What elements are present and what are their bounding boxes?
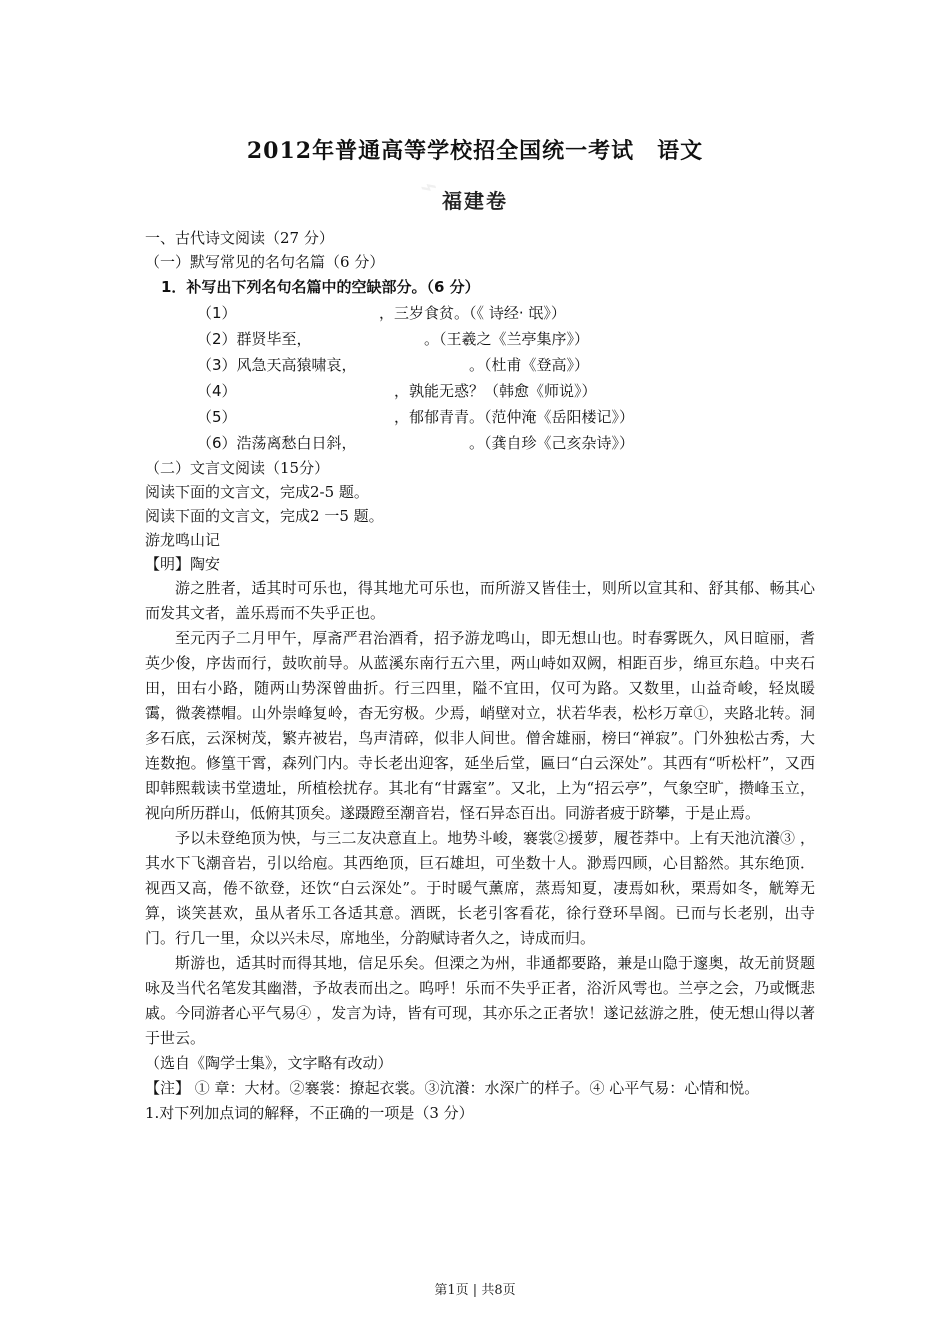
- fill-item: （4） ，孰能无惑？（韩愈《师说》）: [197, 382, 597, 400]
- passage-paragraph: 斯游也，适其时而得其地，信足乐矣。但溧之为州，非通都要路，兼是山隐于邃奥，故无前贤题咏及当代名笔发其幽潜，予故表而出之。呜呼！乐而不失乎正者，浴沂风雩也。兰亭之会，乃或慨悲戚。今同游者心平气易④ ，发言为诗，皆有可现，其亦乐之正者欤！遂记兹游之胜，使无想山得以著于世云。: [145, 954, 815, 1047]
- subsection-heading-2: （二）文言文阅读（15分）: [145, 459, 330, 477]
- passage-source: （选自《陶学士集》，文字略有改动）: [145, 1054, 393, 1072]
- fill-item: （2）群贤毕至， 。（王羲之《兰亭集序》）: [197, 330, 590, 348]
- fill-item: （1） ，三岁食贫。（《 诗经· 氓》）: [197, 304, 566, 322]
- page-footer: 第1页 | 共8页: [434, 1283, 516, 1298]
- instruction: 阅读下面的文言文，完成2 一5 题。: [145, 507, 384, 525]
- exam-body: [145, 226, 815, 1126]
- fill-item: （6）浩荡离愁白日斜， 。（龚自珍《己亥杂诗》）: [197, 434, 635, 452]
- passage-paragraph: 予以未登绝顶为怏，与三二友决意直上。地势斗峻，褰裳②援萝，履苍莽中。上有天池沆瀁③ ，其水下飞潮音岩，引以给庖。其西绝顶，巨石雄坦，可坐数十人。渺焉四顾，心目豁然。其东绝顶．视西又高，倦不欲登，还饮“白云深处”。于时暖气薰席，蒸焉知夏，凄焉如秋，栗焉如冬，觥筹无算，谈笑甚欢，虽从者乐工各适其意。酒既，长老引客看花，徐行登环旱阁。已而与长老别，出寺门。行几一里，众以兴未尽，席地坐，分韵赋诗者久之，诗成而归。: [145, 829, 815, 947]
- passage-paragraph: 游之胜者，适其时可乐也，得其地尤可乐也，而所游又皆佳士，则所以宣其和、舒其郁、畅其心而发其文者，盖乐焉而不失乎正也。: [145, 579, 815, 622]
- instruction: 阅读下面的文言文，完成2-5 题。: [145, 483, 369, 501]
- fill-item: （3）风急天高猿啸哀， 。（杜甫《登高》）: [197, 356, 590, 374]
- passage-title: 游龙鸣山记: [145, 531, 221, 549]
- passage-notes: 【注】 ① 章：大材。②褰裳：撩起衣裳。③沆瀁：水深广的样子。④ 心平气易：心情和悦。: [145, 1079, 760, 1097]
- watermark: ⌁: [414, 168, 442, 205]
- question-2: 1.对下列加点词的解释，不正确的一项是（3 分）: [145, 1104, 474, 1122]
- section-heading: 一、古代诗文阅读（27 分）: [145, 229, 334, 247]
- passage-author: 【明】陶安: [145, 555, 221, 573]
- subsection-heading-1: （一）默写常见的名句名篇（6 分）: [145, 253, 385, 271]
- passage-paragraph: 至元丙子二月甲午，厚斋严君治酒肴，招予游龙鸣山，即无想山也。时春雾既久，风日暄丽，耆英少俊，序齿而行，鼓吹前导。从蓝溪东南行五六里，两山峙如双阙，相距百步，绵亘东趋。中夹石田，田右小路，随两山势深曾曲折。行三四里，隘不宜田，仅可为路。又数里，山益奇峻，轻岚暖霭，微袭襟帽。山外崇峰复岭，杳无穷极。少焉，峭壁对立，状若华表，松杉万章①，夹路北转。洞多石底，云深树茂，繁卉被岩，鸟声清碎，似非人间世。僧舍雄丽，榜曰“禅寂”。门外独松古秀，大连数抱。修篁干霄，森列门内。寺长老出迎客，延坐后堂，匾曰“白云深处”。其西有“听松杆”，又西即韩熙载读书堂遗址，所植桧扰存。其北有“甘露室”。又北，上为“招云亭”，气象空旷，攒峰玉立，视向所历群山，低俯其顶矣。遂蹑蹬至潮音岩，怪石异态百出。同游者疲于跻攀，于是止焉。: [145, 629, 815, 822]
- page-subtitle: 福建卷: [442, 189, 508, 213]
- question-1: 1．补写出下列名句名篇中的空缺部分。（6 分）: [161, 278, 480, 296]
- fill-item: （5） ，郁郁青青。（范仲淹《岳阳楼记》）: [197, 408, 635, 426]
- page-title: 2012年普通高等学校招全国统一考试 语文: [246, 138, 704, 164]
